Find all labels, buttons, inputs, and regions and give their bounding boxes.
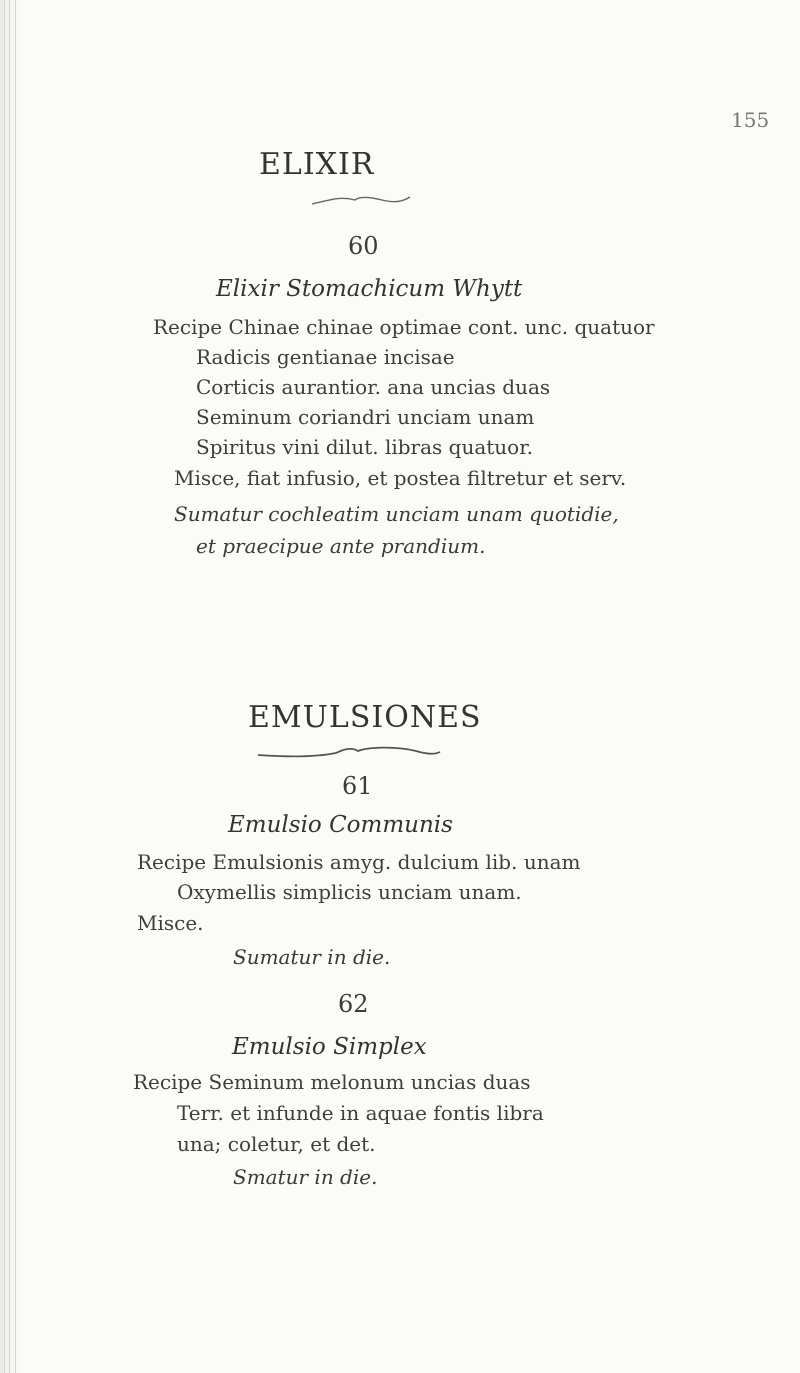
recipe-line: Misce. (137, 911, 204, 935)
recipe-line: Terr. et infunde in aquae fontis libra (177, 1101, 544, 1125)
recipe-title: Emulsio Simplex (232, 1034, 427, 1060)
recipe-title: Emulsio Communis (228, 812, 453, 838)
recipe-line: una; coletur, et det. (177, 1132, 376, 1156)
recipe-number: 61 (342, 772, 373, 800)
recipe-line: Recipe Chinae chinae optimae cont. unc. quatuor (153, 315, 655, 339)
recipe-title: Elixir Stomachicum Whytt (216, 276, 523, 302)
recipe-number: 62 (338, 990, 369, 1018)
recipe-number: 60 (348, 232, 379, 260)
page-number: 155 (731, 108, 770, 132)
recipe-line: Misce, fiat infusio, et postea filtretur et serv. (174, 466, 627, 490)
recipe-line: Corticis aurantior. ana uncias duas (196, 375, 551, 399)
section-heading-elixir: ELIXIR (259, 147, 375, 182)
recipe-line: Recipe Seminum melonum uncias duas (133, 1070, 531, 1094)
section-heading-emulsiones: EMULSIONES (248, 700, 482, 735)
recipe-line: Oxymellis simplicis unciam unam. (177, 880, 522, 904)
recipe-line: Radicis gentianae incisae (196, 345, 455, 369)
ornament-swash (256, 745, 442, 759)
recipe-line: Recipe Emulsionis amyg. dulcium lib. unam (137, 850, 581, 874)
recipe-line: Seminum coriandri unciam unam (196, 405, 535, 429)
book-gutter (0, 0, 22, 1373)
ornament-swash (310, 194, 412, 208)
recipe-directions: Sumatur cochleatim unciam unam quotidie, (174, 502, 619, 526)
recipe-line: Spiritus vini dilut. libras quatuor. (196, 435, 533, 459)
recipe-directions: Sumatur in die. (233, 945, 391, 969)
recipe-directions: et praecipue ante prandium. (196, 534, 486, 558)
recipe-directions: Smatur in die. (233, 1165, 378, 1189)
